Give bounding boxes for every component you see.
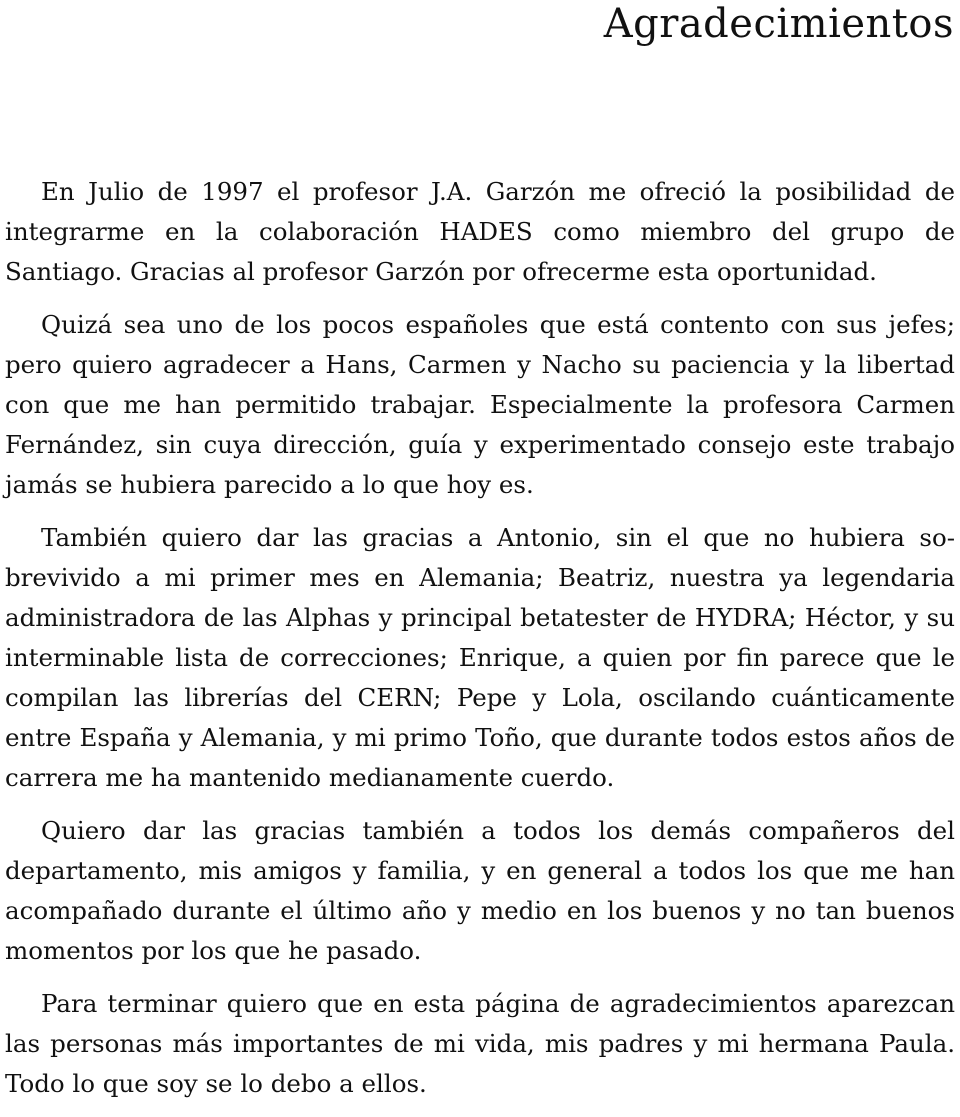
- paragraph-5: Para terminar quiero que en esta página de agradecimientos aparezcan las personas más importantes de mi vida, mis padres y mi hermana Paula. Todo lo que soy se lo debo a ellos.: [5, 989, 955, 1098]
- paragraph-1: En Julio de 1997 el profesor J.A. Garzón me ofreció la posibilidad de integrarme en la colaboración HADES como miembro del grupo de Santiago. Gracias al profesor Garzón por ofrecerme esta oportunidad.: [5, 177, 955, 286]
- paragraph-2: Quizá sea uno de los pocos españoles que está contento con sus jefes; pero quiero agradecer a Hans, Carmen y Nacho su paciencia y la libertad con que me han permitido trabajar. Especialmente la profesora Carmen Fernández, sin cuya dirección, guía y experimentado consejo este trabajo jamás se hubiera parecido a lo que hoy es.: [5, 310, 955, 499]
- chapter-title: Agradecimientos: [603, 1, 954, 47]
- paragraph-4: Quiero dar las gracias también a todos los demás compañeros del departamento, mis amigos y familia, y en general a todos los que me han acompañado durante el último año y medio en los buenos y no tan buenos momentos por los que he pasado.: [5, 816, 955, 965]
- acknowledgements-body: [5, 172, 955, 1117]
- paragraph-3: También quiero dar las gracias a Antonio, sin el que no hubiera sobrevivido a mi primer mes en Alemania; Beatriz, nuestra ya legendaria administradora de las Alphas y principal betatester de HYDRA; Héctor, y su interminable lista de correcciones; Enrique, a quien por fin parece que le compilan las librerías del CERN; Pepe y Lola, oscilando cuánticamente entre España y Alemania, y mi primo Toño, que durante todos estos años de carrera me ha mantenido medianamente cuerdo.: [5, 523, 955, 792]
